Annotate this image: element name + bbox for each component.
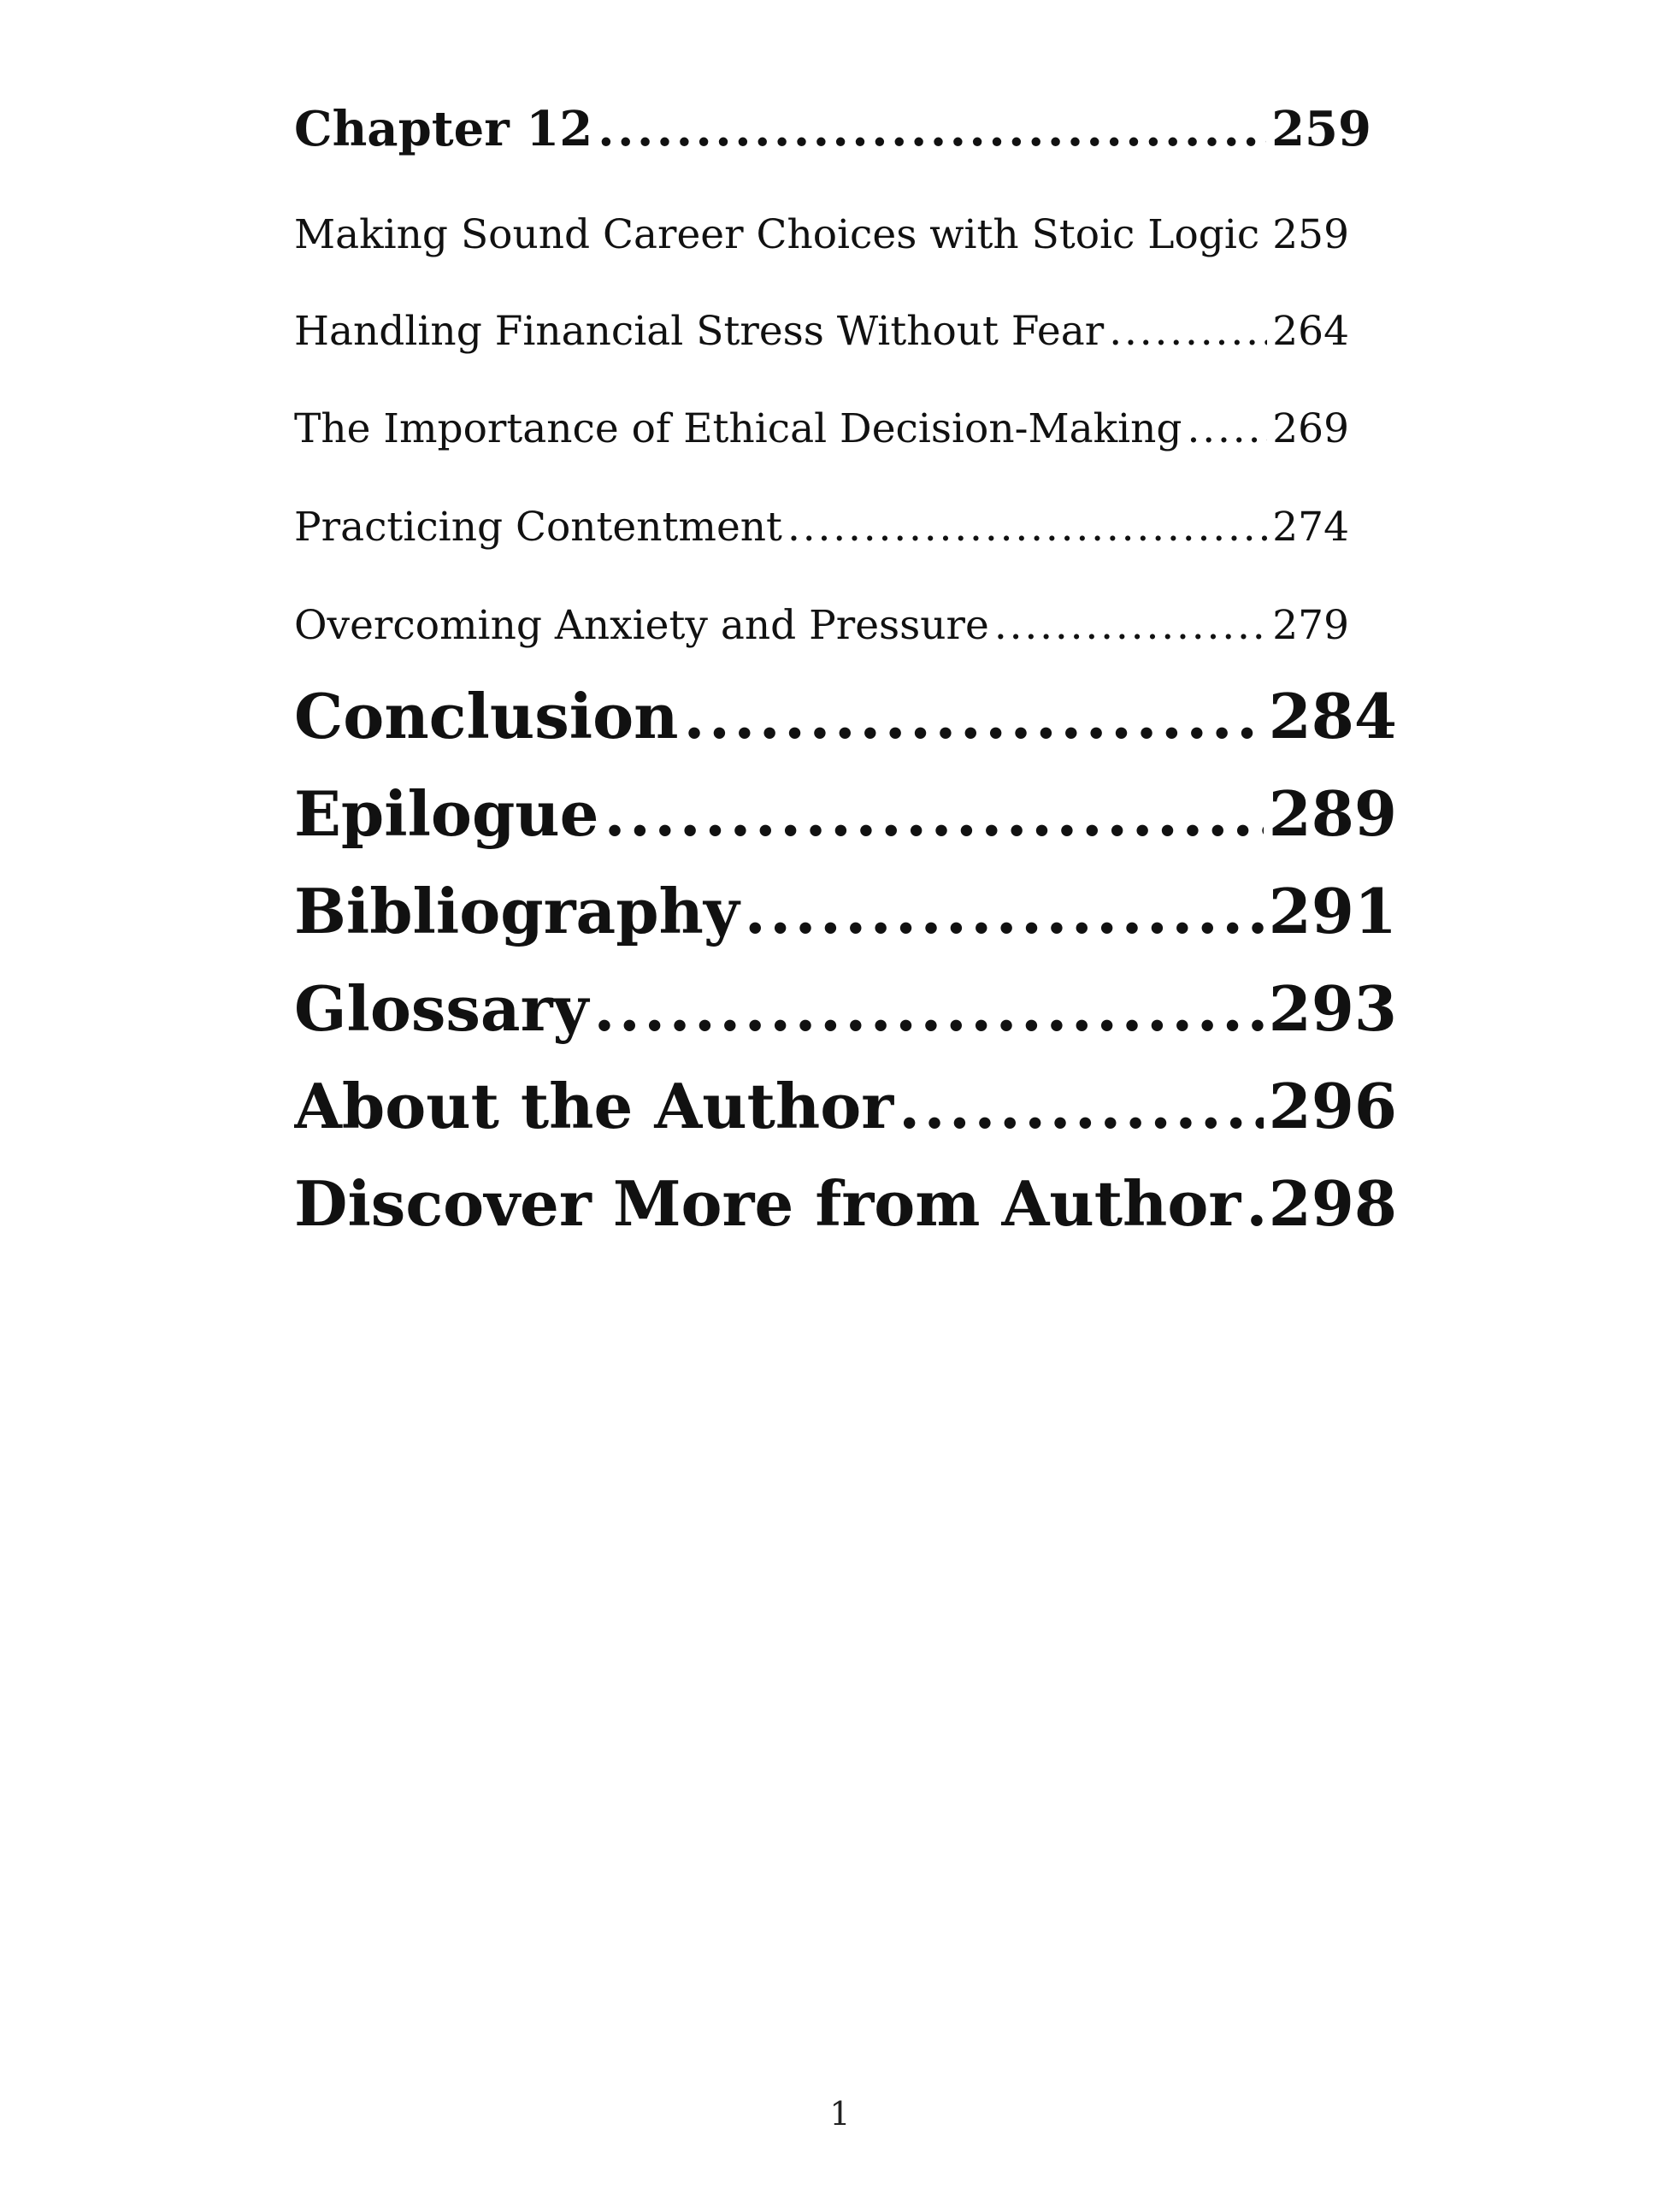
toc-entry-page: 279 [1272,602,1349,649]
toc-entry-bibliography[interactable] [294,875,1397,947]
toc-entry-contentment[interactable] [294,504,1349,551]
toc-entry-label: Bibliography [294,875,740,947]
toc-entry-label: Overcoming Anxiety and Pressure [294,602,989,649]
toc-entry-page: 289 [1268,777,1397,850]
toc-leader-dots [683,680,1263,752]
toc-entry-conclusion[interactable] [294,680,1397,752]
toc-leader-dots [1264,211,1267,258]
toc-leader-dots [1109,308,1267,355]
toc-entry-label: Making Sound Career Choices with Stoic Logic [294,211,1260,258]
toc-entry-page: 274 [1272,504,1349,551]
toc-leader-dots [598,101,1266,157]
toc-entry-page: 284 [1268,680,1397,752]
toc-leader-dots [899,1070,1264,1142]
toc-entry-page: 298 [1268,1167,1397,1240]
toc-entry-label: Glossary [294,972,589,1045]
toc-entry-label: Practicing Contentment [294,504,782,551]
toc-leader-dots [593,972,1263,1045]
toc-entry-page: 259 [1272,211,1349,258]
toc-leader-dots [1188,405,1268,452]
toc-leader-dots [994,602,1267,649]
toc-leader-dots [745,875,1264,947]
toc-entry-label: Chapter 12 [294,101,593,157]
toc-entry-page: 296 [1268,1070,1397,1142]
toc-entry-label: The Importance of Ethical Decision-Making [294,405,1182,452]
toc-entry-ethical-decisions[interactable] [294,405,1349,452]
toc-entry-glossary[interactable] [294,972,1397,1045]
toc-entry-label: Handling Financial Stress Without Fear [294,308,1105,355]
toc-entry-label: About the Author [294,1070,894,1142]
toc-entry-chapter-12[interactable] [294,101,1371,157]
toc-entry-anxiety-pressure[interactable] [294,602,1349,649]
toc-entry-label: Conclusion [294,680,679,752]
toc-entry-financial-stress[interactable] [294,308,1349,355]
page-number: 1 [829,2095,851,2133]
toc-leader-dots [1246,1167,1263,1240]
toc-entry-label: Discover More from Author [294,1167,1241,1240]
toc-entry-career-choices[interactable] [294,211,1349,258]
toc-entry-discover-more[interactable] [294,1167,1397,1240]
toc-entry-page: 264 [1272,308,1349,355]
toc-entry-page: 291 [1268,875,1397,947]
toc-leader-dots [787,504,1267,551]
toc-entry-page: 259 [1271,101,1371,157]
toc-entry-label: Epilogue [294,777,599,850]
toc-entry-page: 293 [1268,972,1397,1045]
toc-entry-epilogue[interactable] [294,777,1397,850]
toc-entry-about-author[interactable] [294,1070,1397,1142]
toc-entry-page: 269 [1272,405,1349,452]
toc-leader-dots [604,777,1263,850]
